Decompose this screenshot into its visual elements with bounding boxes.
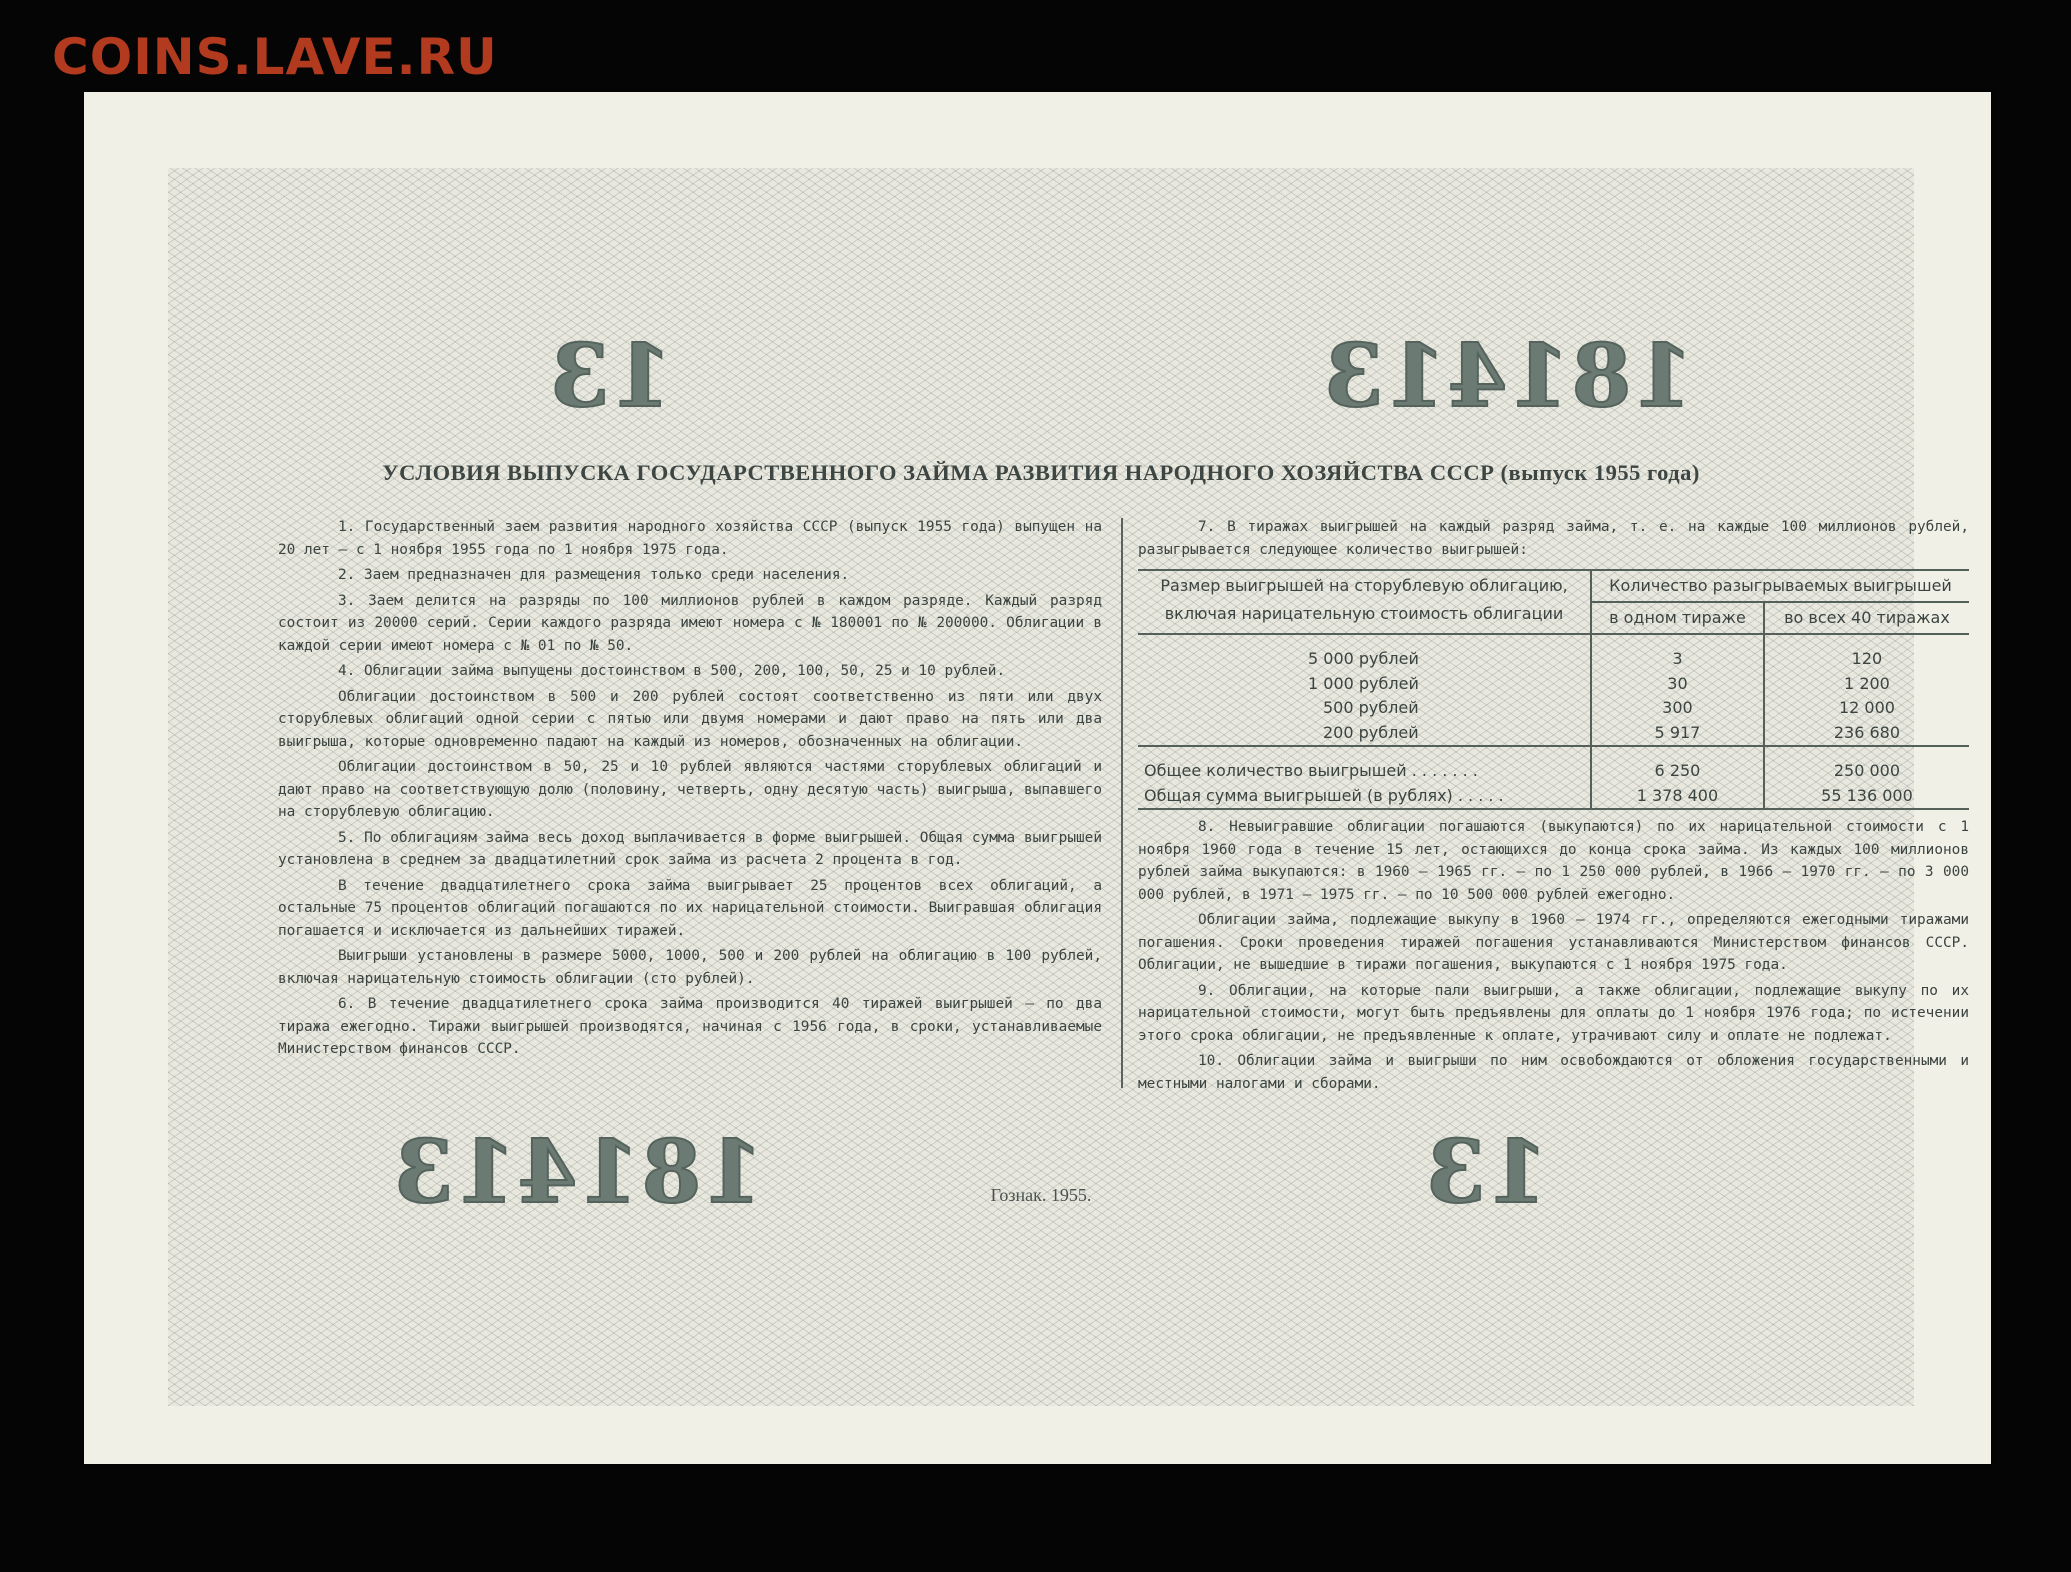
condition-paragraph: Выигрыши установлены в размере 5000, 1000, 500 и 200 рублей на облигацию в 100 рублей, включая нарицательную стоимость облигации (сто рублей). [278,948,1102,987]
table-row [1138,784,1969,810]
condition-paragraph: 6. В течение двадцатилетнего срока займа производится 40 тиражей выигрышей — по два тиража ежегодно. Тиражи выигрышей производятся, начиная с 1956 года, в сроки, устанавливаемые Министерством финансов СССР. [278,996,1102,1057]
condition-paragraph: 1. Государственный заем развития народного хозяйства СССР (выпуск 1955 года) выпущен на 20 лет — с 1 ноября 1955 года по 1 ноября 1975 года. [278,519,1102,558]
prize-count-one: 30 [1591,672,1764,697]
prize-count-one: 300 [1591,696,1764,721]
prize-count-one: 5 917 [1591,721,1764,747]
prize-size: 5 000 рублей [1138,647,1591,672]
condition-paragraph: 8. Невыигравшие облигации погашаются (выкупаются) по их нарицательной стоимости с 1 ноября 1960 года в течение 15 лет, остающихся до конца срока займа. Из каждых 100 миллионов рублей займа выкупаются: в 1960 — 1965 гг. — по 1 250 000 рублей, в 1966 — 1970 гг. — по 3 000 000 рублей, в 1971 — 1975 гг. — по 10 500 000 рублей ежегодно. [1138,819,1969,903]
total-sum-all: 55 136 000 [1764,784,1969,810]
prize-count-all: 120 [1851,649,1883,668]
condition-paragraph: 2. Заем предназначен для размещения только среди населения. [338,567,850,583]
guilloche-panel [168,168,1969,1406]
table-row [1138,721,1969,747]
series-number-bottom: 13 [1424,1122,1548,1223]
conditions-title: УСЛОВИЯ ВЫПУСКА ГОСУДАРСТВЕННОГО ЗАЙМА РАЗВИТИЯ НАРОДНОГО ХОЗЯЙСТВА СССР (выпуск 1955 года) [382,460,1700,485]
prize-count-all: 12 000 [1838,698,1895,717]
prize-size: 1 000 рублей [1138,672,1591,697]
table-subheader-one: в одном тираже [1591,602,1764,634]
condition-paragraph: Облигации достоинством в 500 и 200 рублей состоят соответственно из пяти или двух сторублевых облигаций одной серии с пятью или двумя номерами и дают право на пять или два выигрыша, которые одновременно падают на каждый из номеров, обозначенных на облигации. [278,688,1102,750]
site-watermark: COINS.LAVE.RU [52,28,498,86]
printer-imprint: Гознак. 1955. [990,1185,1092,1205]
condition-paragraph: В течение двадцатилетнего срока займа выигрывает 25 процентов всех облигаций, а остальные 75 процентов облигаций погашаются по их нарицательной стоимости. Выигравшая облигация погашается и исключается из дальнейших тиражей. [278,877,1102,939]
conditions-right-column [1138,516,1969,1098]
table-row [1138,759,1969,784]
condition-paragraph: 3. Заем делится на разряды по 100 миллионов рублей в каждом разряде. Каждый разряд состоит из 20000 серий. Серии каждого разряда имеют номера с № 180001 по № 200000. Облигации в каждой серии имеют номера с № 01 по № 50. [278,592,1102,654]
series-number-top: 13 [548,326,672,427]
total-sum-label: Общая сумма выигрышей (в рублях) . . . . . [1138,784,1591,810]
total-sum-one: 1 378 400 [1591,784,1764,810]
serial-number-bottom: 181413 [392,1122,764,1223]
condition-paragraph: 7. В тиражах выигрышей на каждый разряд займа, т. е. на каждые 100 миллионов рублей, разыгрывается следующее количество выигрышей: [1138,519,1969,558]
prize-size: 500 рублей [1138,696,1591,721]
table-row [1138,696,1969,721]
table-row [1138,647,1969,672]
condition-paragraph: 5. По облигациям займа весь доход выплачивается в форме выигрышей. Общая сумма выигрышей установлена в среднем за двадцатилетний срок займа из расчета 2 процента в год. [278,829,1102,868]
prize-table [1138,569,1969,810]
prize-count-one: 3 [1591,647,1764,672]
condition-paragraph: 9. Облигации, на которые пали выигрыши, а также облигации, подлежащие выкупу по их нарицательной стоимости, могут быть предъявлены для оплаты до 1 ноября 1976 года; по истечении этого срока облигации, не предъявленные к оплате, утрачивают силу и оплате не подлежат. [1138,982,1969,1044]
bond-paper [84,92,1991,1464]
total-count-label: Общее количество выигрышей . . . . . . . [1138,759,1591,784]
table-header-count: Количество разыгрываемых выигрышей [1591,570,1969,602]
table-header-prize: Размер выигрышей на сторублевую облигацию, включая нарицательную стоимость облигации [1138,570,1591,634]
column-divider [1121,518,1123,1088]
total-count-all: 250 000 [1833,761,1901,780]
condition-paragraph: Облигации достоинством в 50, 25 и 10 рублей являются частями сторублевых облигаций и дают право на соответствующую долю (половину, четверть, одну десятую часть) выигрыша, выпавшего на сторублевую облигацию. [278,759,1102,820]
table-subheader-all: во всех 40 тиражах [1764,602,1969,634]
prize-size: 200 рублей [1138,721,1591,747]
conditions-left-column [278,516,1102,1064]
condition-paragraph: 10. Облигации займа и выигрыши по ним освобождаются от обложения государственными и местными налогами и сборами. [1138,1053,1969,1092]
prize-count-all: 236 680 [1764,721,1969,747]
prize-count-all: 1 200 [1844,673,1890,693]
condition-paragraph: 4. Облигации займа выпущены достоинством в 500, 200, 100, 50, 25 и 10 рублей. [338,663,1006,679]
condition-paragraph: Облигации займа, подлежащие выкупу в 1960 — 1974 гг., определяются ежегодными тиражами погашения. Сроки проведения тиражей погашения устанавливаются Министерством финансов СССР. Облигации, не вышедшие в тиражи погашения, выкупаются с 1 ноября 1975 года. [1138,912,1969,973]
total-count-one: 6 250 [1591,759,1764,784]
table-row [1138,672,1969,697]
serial-number-top: 181413 [1322,326,1694,427]
